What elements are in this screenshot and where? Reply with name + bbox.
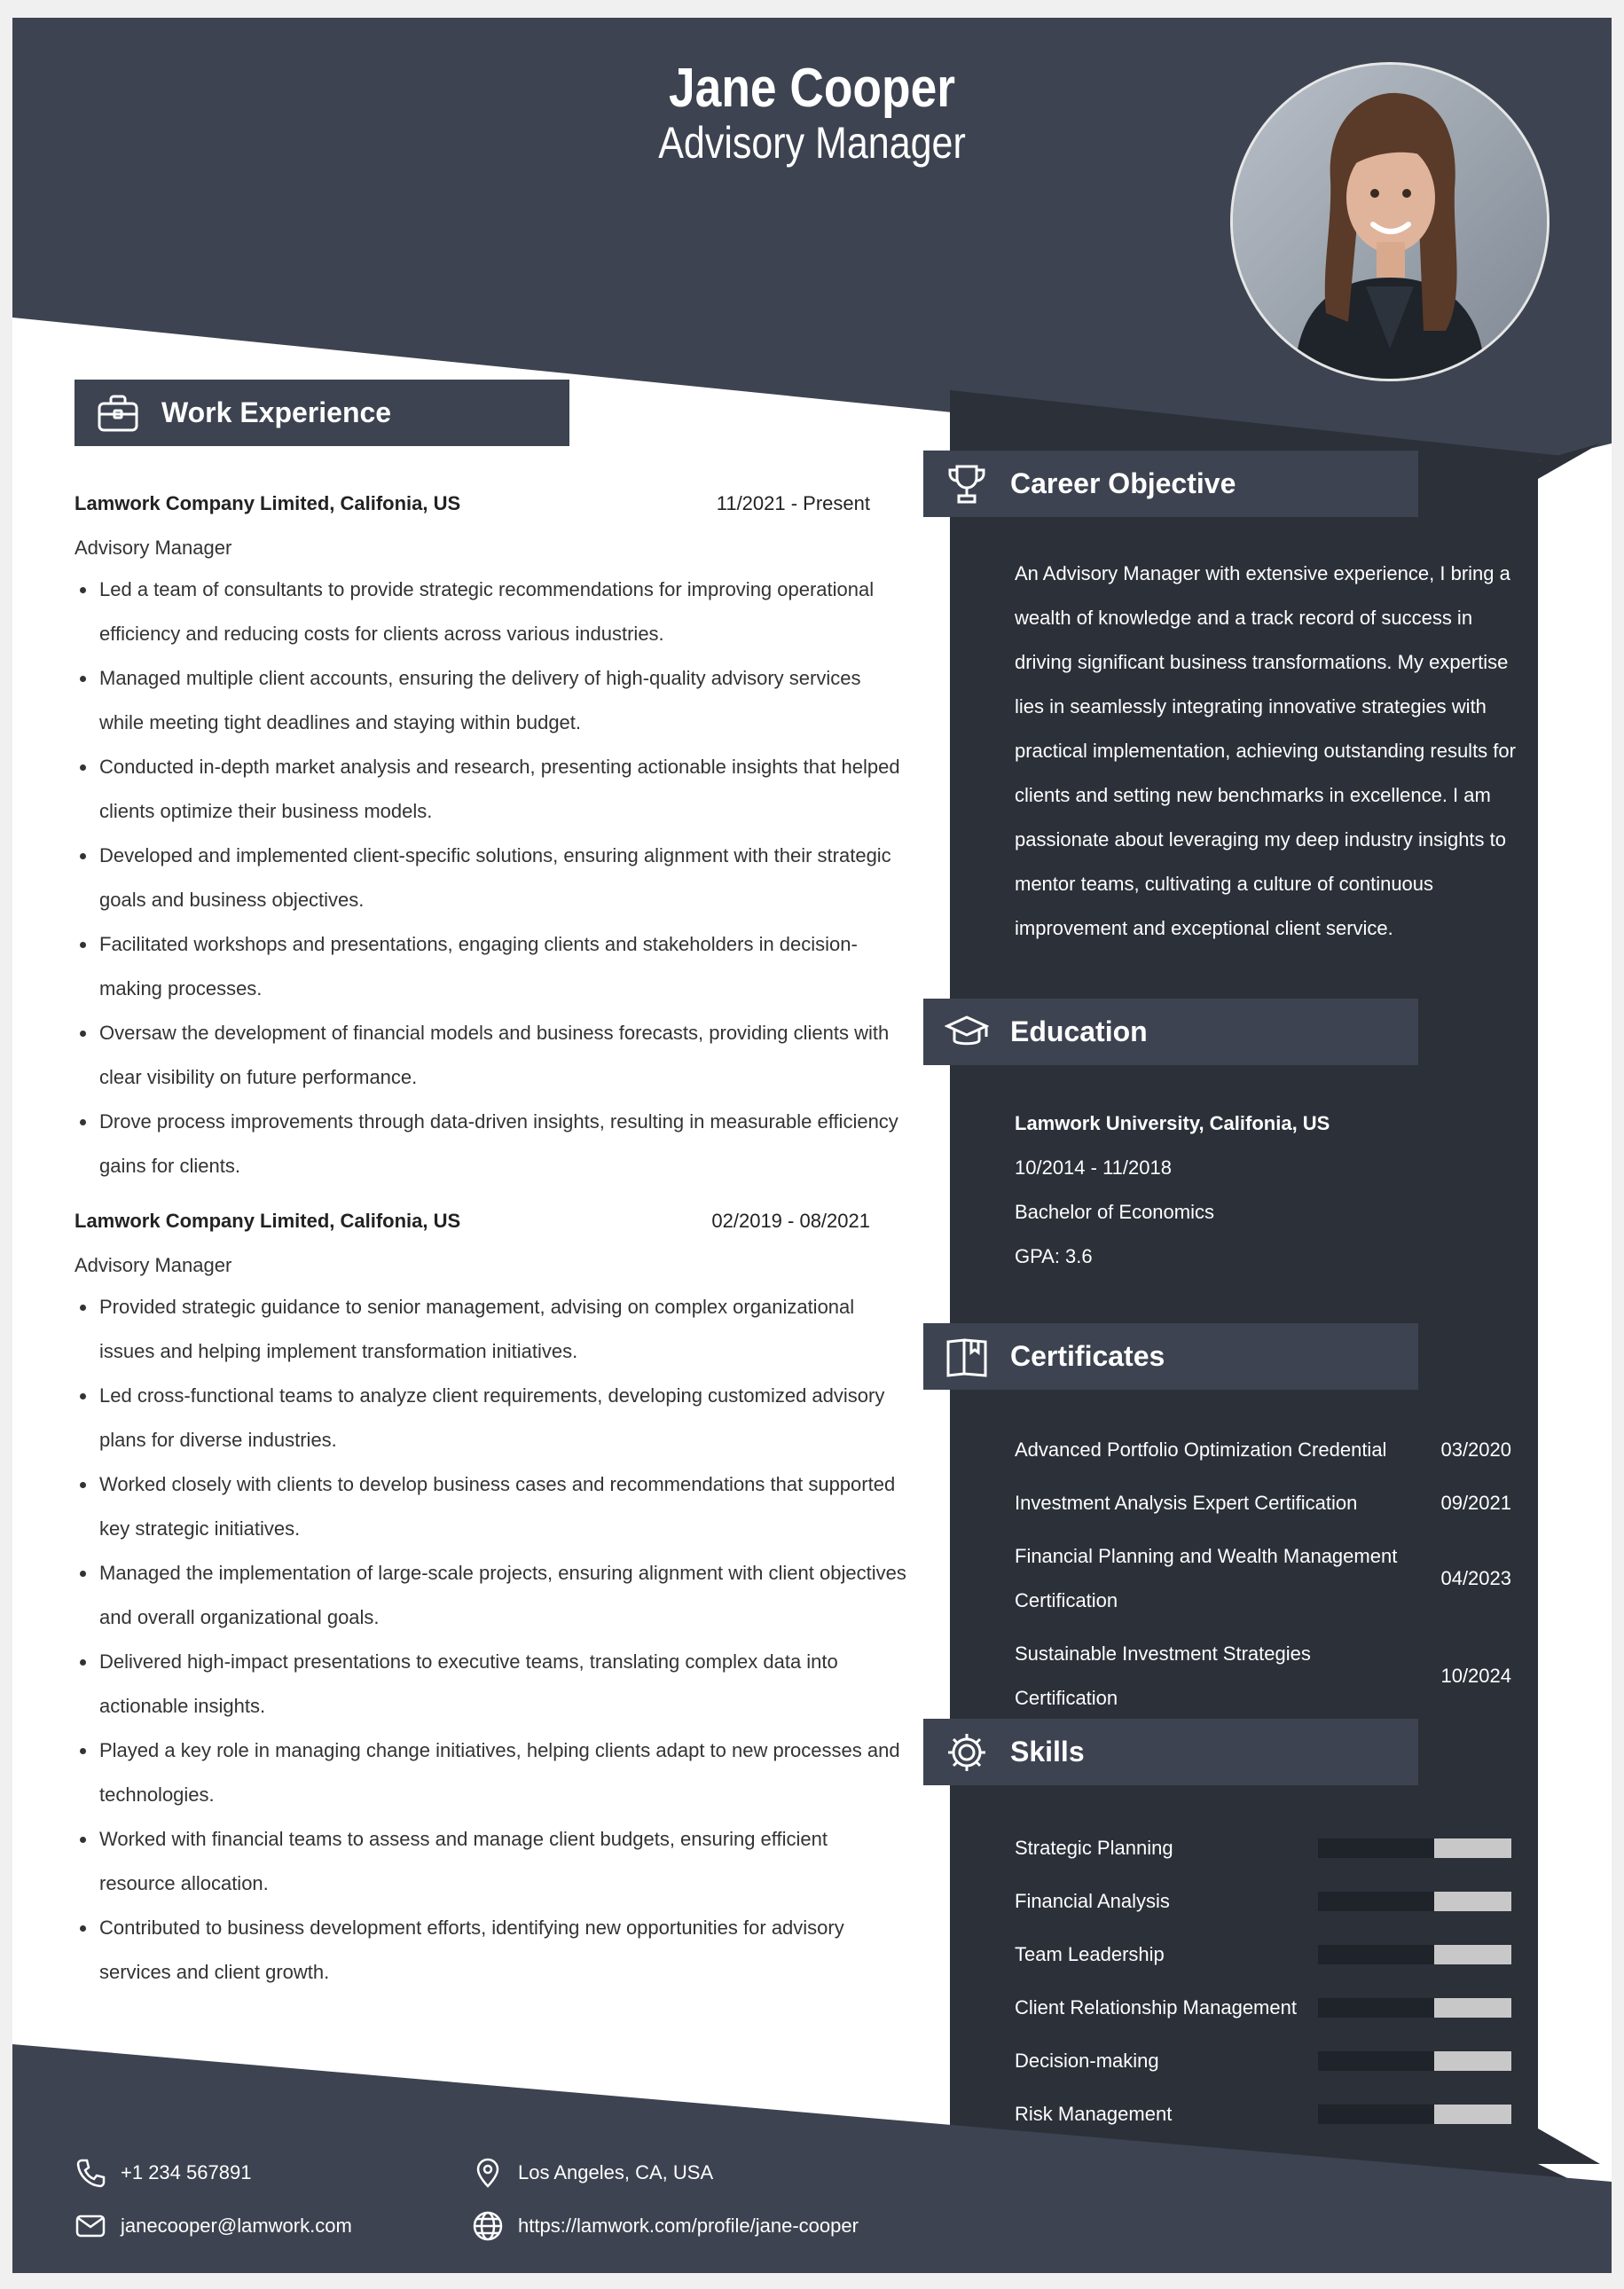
- skill-level-bar: [1318, 2105, 1511, 2124]
- gear-icon: [941, 1727, 992, 1778]
- contact-email[interactable]: [73, 2208, 352, 2244]
- certificate-row: [1015, 1481, 1511, 1525]
- list-item: Led cross-functional teams to analyze client requirements, developing customized advisory plans for diverse industries.: [99, 1374, 906, 1462]
- certificate-name: Financial Planning and Wealth Management Certification: [1015, 1545, 1398, 1611]
- skill-name: Client Relationship Management: [1015, 1996, 1297, 2019]
- section-work-experience: [75, 380, 569, 446]
- certificate-date: 03/2020: [1440, 1438, 1511, 1461]
- globe-icon: [470, 2208, 506, 2244]
- job-dates: 11/2021 - Present: [716, 492, 870, 514]
- job-dates: 02/2019 - 08/2021: [711, 1210, 870, 1232]
- certificate-name: Investment Analysis Expert Certification: [1015, 1492, 1358, 1514]
- list-item: Led a team of consultants to provide strategic recommendations for improving operational efficiency and reducing costs for clients across various industries.: [99, 568, 906, 656]
- education-dates: 10/2014 - 11/2018: [1015, 1156, 1172, 1179]
- job-role: Advisory Manager: [75, 537, 232, 559]
- book-icon: [941, 1331, 992, 1383]
- skill-name: Team Leadership: [1015, 1943, 1165, 1965]
- skill-name: Risk Management: [1015, 2103, 1173, 2125]
- certificate-name: Advanced Portfolio Optimization Credential: [1015, 1438, 1387, 1461]
- section-education: [923, 999, 1418, 1065]
- section-title: Education: [1010, 1015, 1148, 1047]
- location-pin-icon: [470, 2155, 506, 2191]
- contact-website[interactable]: [470, 2208, 859, 2244]
- list-item: Managed the implementation of large-scale projects, ensuring alignment with client objectives and overall organizational goals.: [99, 1551, 906, 1640]
- section-title: Skills: [1010, 1736, 1085, 1768]
- skill-row: [1015, 1884, 1511, 1919]
- skill-level-fill: [1434, 2051, 1511, 2071]
- skill-row: [1015, 1830, 1511, 1866]
- company-name: Lamwork Company Limited, Califonia, US: [75, 492, 461, 514]
- list-item: Provided strategic guidance to senior management, advising on complex organizational issues and helping implement transformation initiatives.: [99, 1285, 906, 1374]
- list-item: Conducted in-depth market analysis and research, presenting actionable insights that helped clients optimize their business models.: [99, 745, 906, 834]
- skill-level-fill: [1434, 1945, 1511, 1964]
- certificate-name: Sustainable Investment Strategies Certification: [1015, 1642, 1311, 1709]
- skill-name: Strategic Planning: [1015, 1837, 1173, 1859]
- list-item: Facilitated workshops and presentations, engaging clients and stakeholders in decision-making processes.: [99, 922, 906, 1011]
- website-link[interactable]: https://lamwork.com/profile/jane-cooper: [518, 2215, 859, 2237]
- section-career-objective: [923, 451, 1418, 517]
- skill-level-bar: [1318, 1892, 1511, 1911]
- contact-location: [470, 2155, 713, 2191]
- skill-name: Financial Analysis: [1015, 1890, 1170, 1912]
- phone-text: +1 234 567891: [121, 2161, 252, 2183]
- skill-level-bar: [1318, 1945, 1511, 1964]
- candidate-name: Jane Cooper: [669, 58, 955, 119]
- career-objective-text: An Advisory Manager with extensive experience, I bring a wealth of knowledge and a track record of success in driving significant business transformations. My expertise lies in seamlessly integrating innovative strategies with practical implementation, achieving outstanding results for clients and setting new benchmarks in excellence. I am passionate about leveraging my deep industry insights to mentor teams, cultivating a culture of continuous improvement and exceptional client service.: [1015, 562, 1516, 939]
- education-school: Lamwork University, Califonia, US: [1015, 1112, 1330, 1134]
- section-skills: [923, 1719, 1418, 1785]
- job-header: [75, 492, 870, 515]
- certificate-date: 04/2023: [1440, 1567, 1511, 1589]
- trophy-icon: [941, 459, 992, 510]
- section-title: Certificates: [1010, 1340, 1165, 1372]
- job-header: [75, 1210, 870, 1233]
- skill-row: [1015, 1990, 1511, 2026]
- skill-level-fill: [1434, 1892, 1511, 1911]
- skill-name: Decision-making: [1015, 2050, 1159, 2072]
- list-item: Played a key role in managing change initiatives, helping clients adapt to new processes and technologies.: [99, 1729, 906, 1817]
- list-item: Oversaw the development of financial models and business forecasts, providing clients with clear visibility on future performance.: [99, 1011, 906, 1100]
- email-link[interactable]: janecooper@lamwork.com: [121, 2215, 352, 2237]
- phone-icon: [73, 2155, 108, 2191]
- briefcase-icon: [92, 388, 144, 439]
- list-item: Contributed to business development efforts, identifying new opportunities for advisory services and client growth.: [99, 1906, 906, 1995]
- avatar: [1230, 62, 1549, 381]
- section-title: Career Objective: [1010, 467, 1236, 499]
- job-bullets: [75, 1285, 906, 1995]
- job-role: Advisory Manager: [75, 1254, 232, 1276]
- company-name: Lamwork Company Limited, Califonia, US: [75, 1210, 461, 1232]
- skill-row: [1015, 2043, 1511, 2079]
- certificate-row: [1015, 1632, 1511, 1721]
- envelope-icon: [73, 2208, 108, 2244]
- candidate-title: Advisory Manager: [658, 118, 966, 168]
- resume-page: [12, 18, 1612, 2273]
- skill-level-bar: [1318, 2051, 1511, 2071]
- list-item: Managed multiple client accounts, ensuring the delivery of high-quality advisory services while meeting tight deadlines and staying within budget.: [99, 656, 906, 745]
- graduation-cap-icon: [941, 1007, 992, 1058]
- certificate-date: 09/2021: [1440, 1492, 1511, 1514]
- job-bullets: [75, 568, 906, 1188]
- skill-level-bar: [1318, 1998, 1511, 2018]
- portrait-image: [1233, 65, 1547, 379]
- skill-row: [1015, 1937, 1511, 1972]
- list-item: Developed and implemented client-specific solutions, ensuring alignment with their strategic goals and business objectives.: [99, 834, 906, 922]
- skill-level-fill: [1434, 1838, 1511, 1858]
- skill-level-fill: [1434, 2105, 1511, 2124]
- list-item: Delivered high-impact presentations to executive teams, translating complex data into actionable insights.: [99, 1640, 906, 1729]
- certificate-date: 10/2024: [1440, 1665, 1511, 1687]
- section-certificates: [923, 1323, 1418, 1390]
- list-item: Drove process improvements through data-driven insights, resulting in measurable efficiency gains for clients.: [99, 1100, 906, 1188]
- list-item: Worked closely with clients to develop business cases and recommendations that supported key strategic initiatives.: [99, 1462, 906, 1551]
- section-title: Work Experience: [161, 396, 392, 428]
- list-item: Worked with financial teams to assess and manage client budgets, ensuring efficient resource allocation.: [99, 1817, 906, 1906]
- skill-row: [1015, 2097, 1511, 2132]
- education-gpa: GPA: 3.6: [1015, 1245, 1093, 1267]
- location-text: Los Angeles, CA, USA: [518, 2161, 714, 2183]
- skill-level-bar: [1318, 1838, 1511, 1858]
- skill-level-fill: [1434, 1998, 1511, 2018]
- certificate-row: [1015, 1428, 1511, 1472]
- certificate-row: [1015, 1534, 1511, 1623]
- contact-phone: [73, 2155, 251, 2191]
- education-degree: Bachelor of Economics: [1015, 1201, 1214, 1223]
